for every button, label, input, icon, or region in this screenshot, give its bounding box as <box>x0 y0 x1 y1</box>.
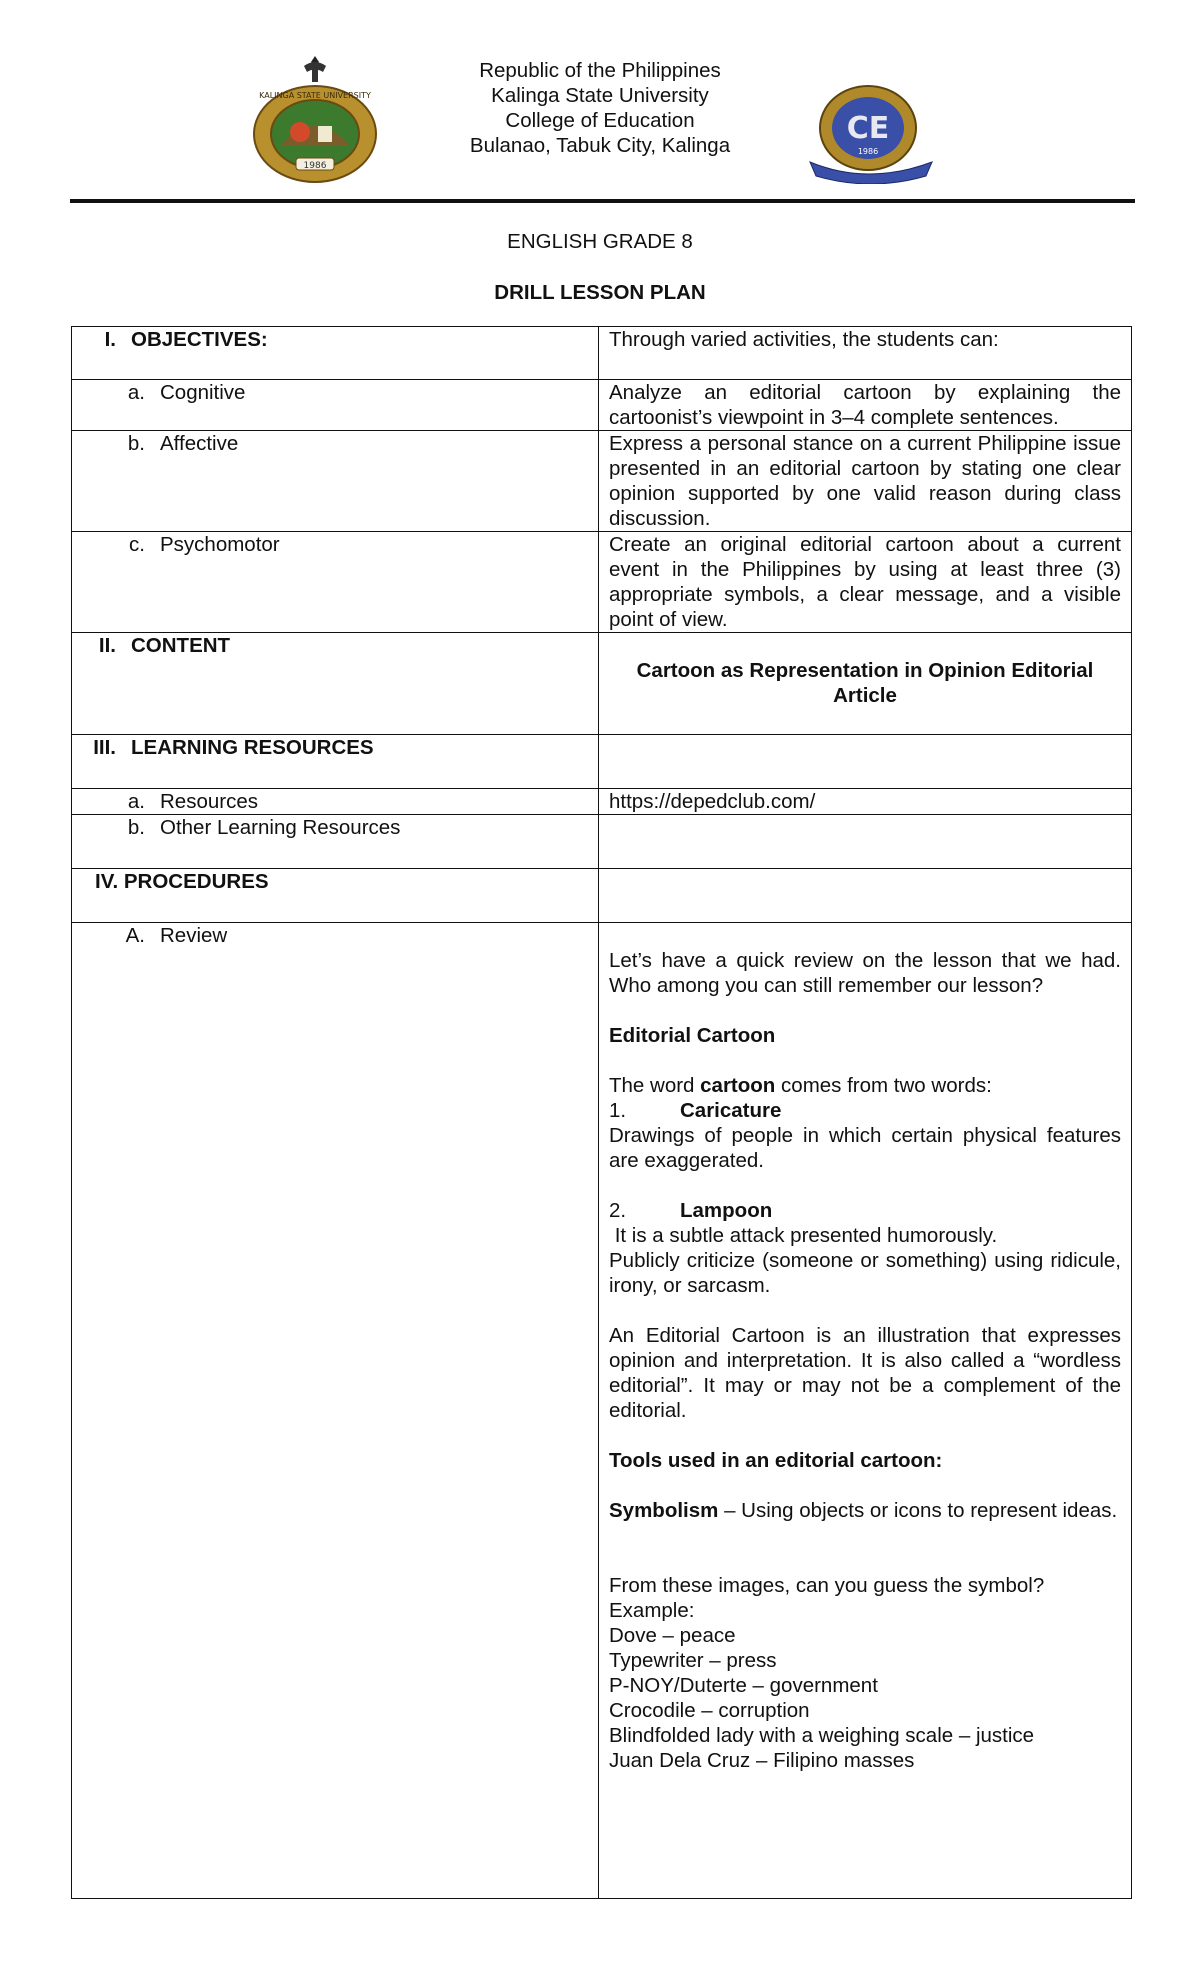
example-label: Example: <box>609 1599 695 1622</box>
objectives-intro: Through varied activities, the students can: <box>599 327 1132 380</box>
resources-label: LEARNING RESOURCES <box>131 736 374 759</box>
list-item: 2. Lampoon <box>609 1199 773 1222</box>
table-row <box>72 869 1132 923</box>
table-row: b. Other Learning Resources <box>72 815 1132 869</box>
lesson-plan-table <box>71 326 1132 1899</box>
list-item: Dove – peace <box>609 1624 736 1647</box>
letterhead-line: Bulanao, Tabuk City, Kalinga <box>469 134 731 157</box>
list-item: Typewriter – press <box>609 1649 777 1672</box>
letterhead-line: Kalinga State University <box>491 84 709 107</box>
editorial-cartoon-definition: An Editorial Cartoon is an illustration that expresses opinion and interpretation. It is also called a “wordless editorial”. It may or may not be a complement of the editorial. <box>609 1324 1121 1422</box>
table-row: a. Cognitive Analyze an editorial cartoon by explaining the cartoonist’s viewpoint in 3–4 complete sentences. <box>72 380 1132 431</box>
review-label: Review <box>160 924 228 947</box>
list-item: 1. Caricature <box>609 1099 782 1122</box>
procedures-label: IV. PROCEDURES <box>95 870 269 893</box>
svg-text:1986: 1986 <box>857 147 879 156</box>
svg-text:KALINGA STATE UNIVERSITY: KALINGA STATE UNIVERSITY <box>259 91 371 100</box>
resource-link[interactable]: https://depedclub.com/ <box>599 789 1132 815</box>
review-content <box>599 923 1132 1899</box>
symbolism-definition: Symbolism – Using objects or icons to represent ideas. <box>609 1499 1118 1522</box>
resource-label: Other Learning Resources <box>160 816 401 839</box>
resource-value <box>599 815 1132 869</box>
lampoon-definition: It is a subtle attack presented humorously. <box>609 1224 998 1247</box>
table-row: a. Resources https://depedclub.com/ <box>72 789 1132 815</box>
table-row: III. LEARNING RESOURCES <box>72 735 1132 789</box>
resource-label: Resources <box>160 790 258 813</box>
objective-label: Affective <box>160 432 239 455</box>
symbol-question: From these images, can you guess the symbol? <box>609 1574 1045 1597</box>
letterhead-line: College of Education <box>505 109 695 132</box>
objective-text: Express a personal stance on a current Philippine issue presented in an editorial cartoon by stating one clear opinion supported by one valid reason during class discussion. <box>599 431 1132 532</box>
letterhead <box>0 58 1200 158</box>
objective-text: Analyze an editorial cartoon by explaining the cartoonist’s viewpoint in 3–4 complete sentences. <box>599 380 1132 431</box>
list-item: Blindfolded lady with a weighing scale – justice <box>609 1724 1035 1747</box>
review-intro: Let’s have a quick review on the lesson that we had. Who among you can still remember our lesson? <box>609 949 1121 997</box>
subject-title: ENGLISH GRADE 8 <box>507 230 693 253</box>
svg-text:CE: CE <box>846 111 890 146</box>
list-item: Crocodile – corruption <box>609 1699 810 1722</box>
list-item: Juan Dela Cruz – Filipino masses <box>609 1749 915 1772</box>
table-row: A. Review Let’s have a quick review on the lesson that we had. Who among you can still remember our lesson? Editorial Cartoon The word cartoon comes from two words: 1. Caricature Drawings of people in which certain physical features are exaggerated. 2. Lampoon It is a subtle attack presented humorously. Publicly criticize (someone or something) using ridicule, irony, or sarcasm. An Editorial Cartoon is an illustration that expresses opinion and interpretation. It is also called a “wordless editorial”. It may or may not be a complement of the editorial. Tools used in an editorial cartoon: Symbolism – Using objects or icons to represent ideas. From these images, can you guess the symbol? Example: Dove – peace Typewriter – press P-NOY/Duterte – government Crocodile – corruption Blindfolded lady with a weighing scale – justice Juan Dela Cruz – Filipino masses <box>72 923 1132 1899</box>
caricature-definition: Drawings of people in which certain physical features are exaggerated. <box>609 1124 1121 1172</box>
svg-text:1986: 1986 <box>303 161 327 171</box>
table-row: b. Affective Express a personal stance on a current Philippine issue presented in an editorial cartoon by stating one clear opinion supported by one valid reason during class discussion. <box>72 431 1132 532</box>
plan-title: DRILL LESSON PLAN <box>494 281 706 304</box>
list-item: P-NOY/Duterte – government <box>609 1674 878 1697</box>
table-row: c. Psychomotor Create an original editorial cartoon about a current event in the Philippines by using at least three (3) appropriate symbols, a clear message, and a visible point of view. <box>72 532 1132 633</box>
tools-heading: Tools used in an editorial cartoon: <box>609 1449 943 1472</box>
content-topic: Cartoon as Representation in Opinion Editorial Article <box>636 659 1094 707</box>
objective-text: Create an original editorial cartoon about a current event in the Philippines by using at least three (3) appropriate symbols, a clear message, and a visible point of view. <box>599 532 1132 633</box>
objective-label: Cognitive <box>160 381 246 404</box>
table-row <box>72 327 1132 380</box>
content-label: CONTENT <box>131 634 231 657</box>
objectives-label: OBJECTIVES: <box>131 328 268 351</box>
header-divider <box>70 199 1135 203</box>
objectives-heading-cell: I. OBJECTIVES: <box>72 327 599 380</box>
lampoon-definition: Publicly criticize (someone or something) using ridicule, irony, or sarcasm. <box>609 1249 1121 1297</box>
table-row: II. CONTENT Cartoon as Representation in Opinion Editorial Article <box>72 633 1132 735</box>
objective-label: Psychomotor <box>160 533 280 556</box>
cartoon-origin: The word cartoon comes from two words: <box>609 1074 992 1097</box>
letterhead-line: Republic of the Philippines <box>479 59 721 82</box>
review-heading: Editorial Cartoon <box>609 1024 776 1047</box>
